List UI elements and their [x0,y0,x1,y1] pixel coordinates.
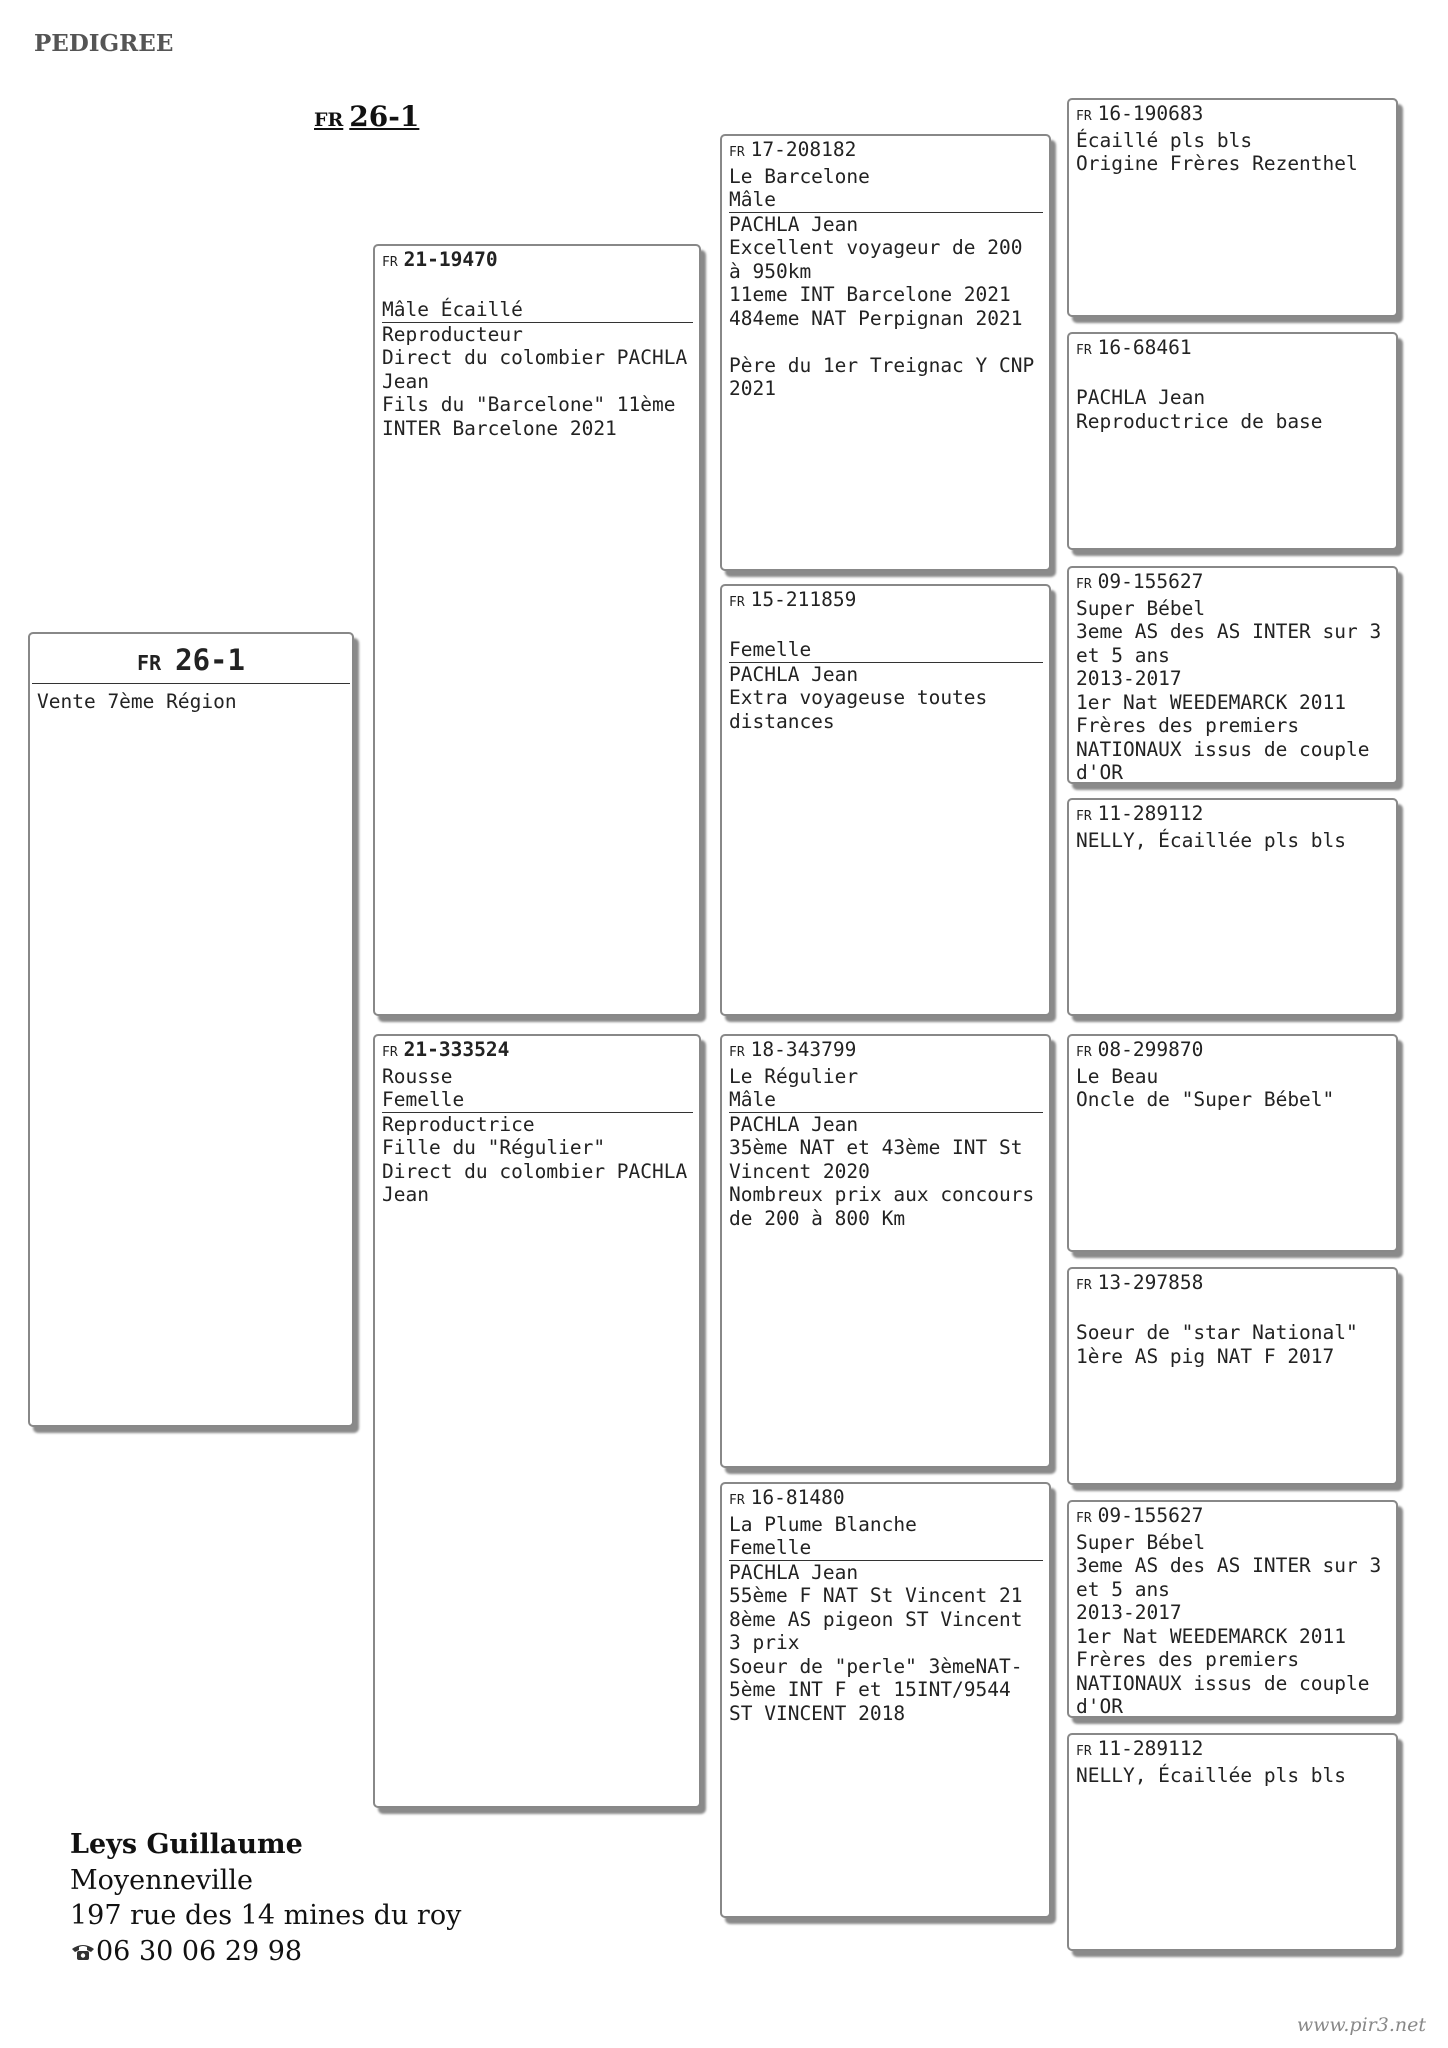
ring-number: 26-1 [175,643,245,677]
card-line: 1er Nat WEEDEMARCK 2011 [1076,690,1347,714]
ring-prefix: FR [382,255,398,270]
card-header [382,1065,693,1113]
card-line: 3eme AS des AS INTER sur 3 et 5 ans [1076,1554,1393,1601]
top-ring-number [314,100,419,133]
great-grandparent-card-3 [1067,566,1398,784]
ring-label [1076,102,1390,129]
ring-label [1076,336,1390,363]
ring-label [382,248,693,275]
card-name: La Plume Blanche [729,1512,917,1536]
card-line: 35ème NAT et 43ème INT St Vincent 2020 [729,1136,1035,1183]
card-line: PACHLA Jean [729,1112,859,1136]
card-line: Le Beau [1076,1064,1159,1088]
card-line [729,330,1043,354]
ring-number: 21-333524 [403,1038,510,1061]
ring-number: 16-68461 [1097,336,1192,359]
ring-label [1076,1737,1390,1764]
card-header [382,275,693,323]
card-line: Fille du "Régulier" [382,1136,606,1159]
card-sex: Mâle [729,188,776,211]
card-name: Le Régulier [729,1064,859,1088]
ring-label [1076,802,1390,829]
card-line: Reproducteur [382,322,523,346]
card-header [729,165,1043,213]
card-line: Direct du colombier PACHLA Jean [382,346,699,393]
card-name [729,615,1043,639]
ring-label [729,138,1043,165]
card-line: Excellent voyageur de 200 à 950km [729,236,1035,283]
ring-prefix: FR [137,651,162,675]
great-grandparent-card-1 [1067,98,1398,317]
subject-card [28,632,354,1427]
owner-block [70,1827,461,1969]
ring-number: 11-289112 [1097,1737,1204,1760]
ring-prefix: FR [1076,1045,1092,1060]
card-name: Rousse [382,1064,453,1088]
card-line: Nombreux prix aux concours de 200 à 800 Km [729,1183,1046,1230]
owner-address: 197 rue des 14 mines du roy [70,1900,462,1931]
card-line: Reproductrice de base [1076,409,1323,433]
great-grandparent-card-6 [1067,1267,1398,1485]
great-grandparent-card-4 [1067,798,1398,1016]
card-line: Père du 1er Treignac Y CNP 2021 [729,353,1046,400]
card-sex: Femelle [729,638,812,661]
ring-label [729,1038,1043,1065]
ring-label [1076,1271,1390,1298]
owner-city: Moyenneville [70,1864,254,1896]
card-line: 11eme INT Barcelone 2021 [729,283,1011,306]
card-line: 2013-2017 [1076,1601,1182,1624]
granddam-paternal-card [720,584,1051,1016]
ring-label [1076,1504,1390,1531]
ring-number: 18-343799 [750,1038,857,1061]
great-grandparent-card-7 [1067,1500,1398,1718]
granddam-maternal-card [720,1482,1051,1918]
ring-label [382,1038,693,1065]
ring-number: 26-1 [349,100,420,133]
ring-number: 09-155627 [1097,1504,1204,1527]
card-line: Frères des premiers NATIONAUX issus de couple d'OR [1076,714,1382,784]
ring-prefix: FR [729,1493,745,1508]
card-line: 484eme NAT Perpignan 2021 [729,306,1023,330]
ring-number: 16-190683 [1097,102,1204,125]
ring-prefix: FR [729,595,745,610]
card-name: Le Barcelone [729,164,870,188]
ring-prefix: FR [729,1045,745,1060]
ring-number: 08-299870 [1097,1038,1204,1061]
card-line: Soeur de "star National" [1076,1321,1358,1344]
ring-prefix: FR [314,109,344,131]
ring-number: 17-208182 [750,138,857,161]
ring-label [729,588,1043,615]
card-line [1076,363,1390,387]
card-line: Oncle de "Super Bébel" [1076,1088,1335,1111]
card-line: 55ème F NAT St Vincent 21 [729,1584,1023,1607]
dam-card [373,1034,701,1808]
grandsire-paternal-card [720,134,1051,571]
card-line: Fils du "Barcelone" 11ème INTER Barcelone 2021 [382,393,688,440]
ring-label [1076,1038,1390,1065]
ring-number: 11-289112 [1097,802,1204,825]
card-line: PACHLA Jean [729,1560,859,1584]
card-sex: Femelle [382,1088,465,1111]
watermark: www.pir3.net [1296,2014,1426,2036]
card-line: NELLY, Écaillée pls bls [1076,1763,1347,1787]
grandsire-maternal-card [720,1034,1051,1468]
great-grandparent-card-2 [1067,332,1398,550]
ring-number: 21-19470 [403,248,498,271]
great-grandparent-card-5 [1067,1034,1398,1252]
card-line: PACHLA Jean [729,212,859,236]
ring-prefix: FR [1076,577,1092,592]
card-line: Origine Frères Rezenthel [1076,152,1358,175]
card-line [1076,1298,1390,1322]
sire-card [373,244,701,1016]
card-line: 1er Nat WEEDEMARCK 2011 [1076,1624,1347,1648]
card-line: 2013-2017 [1076,667,1182,690]
page-title: PEDIGREE [34,30,174,57]
ring-prefix: FR [1076,1278,1092,1293]
ring-prefix: FR [1076,1744,1092,1759]
ring-number: 16-81480 [750,1486,845,1509]
card-header [729,615,1043,663]
subject-note: Vente 7ème Région [37,690,237,713]
great-grandparent-card-8 [1067,1733,1398,1951]
ring-number: 13-297858 [1097,1271,1204,1294]
ring-prefix: FR [1076,343,1092,358]
telephone-icon [70,1936,96,1956]
card-line: Extra voyageuse toutes distances [729,686,1000,733]
card-line: Super Bébel [1076,1530,1206,1554]
card-sex: Mâle [729,1088,776,1111]
card-header [729,1065,1043,1113]
ring-number: 09-155627 [1097,570,1204,593]
owner-phone-row [70,1934,461,1970]
ring-label [729,1486,1043,1513]
card-name [382,275,693,299]
ring-prefix: FR [729,145,745,160]
card-line: Super Bébel [1076,596,1206,620]
owner-name: Leys Guillaume [70,1829,303,1860]
card-line: 3eme AS des AS INTER sur 3 et 5 ans [1076,620,1393,667]
card-line: 1ère AS pig NAT F 2017 [1076,1344,1335,1368]
ring-prefix: FR [1076,1511,1092,1526]
card-line: Frères des premiers NATIONAUX issus de couple d'OR [1076,1648,1382,1718]
subject-header [32,636,350,684]
owner-phone: 06 30 06 29 98 [96,1935,303,1967]
ring-label [1076,570,1390,597]
card-line: Soeur de "perle" 3èmeNAT-5ème INT F et 15INT/9544 ST VINCENT 2018 [729,1654,1023,1725]
card-line: Direct du colombier PACHLA Jean [382,1159,699,1206]
card-sex: Mâle Écaillé [382,298,523,321]
card-line: PACHLA Jean [1076,386,1206,409]
ring-number: 15-211859 [750,588,857,611]
card-line: PACHLA Jean [729,662,859,686]
card-line: Écaillé pls bls [1076,128,1253,152]
ring-prefix: FR [382,1045,398,1060]
ring-prefix: FR [1076,809,1092,824]
card-line: 8ème AS pigeon ST Vincent 3 prix [729,1607,1035,1654]
card-line: NELLY, Écaillée pls bls [1076,828,1347,852]
ring-prefix: FR [1076,109,1092,124]
card-header [729,1513,1043,1561]
card-sex: Femelle [729,1536,812,1559]
card-line: Reproductrice [382,1112,535,1136]
